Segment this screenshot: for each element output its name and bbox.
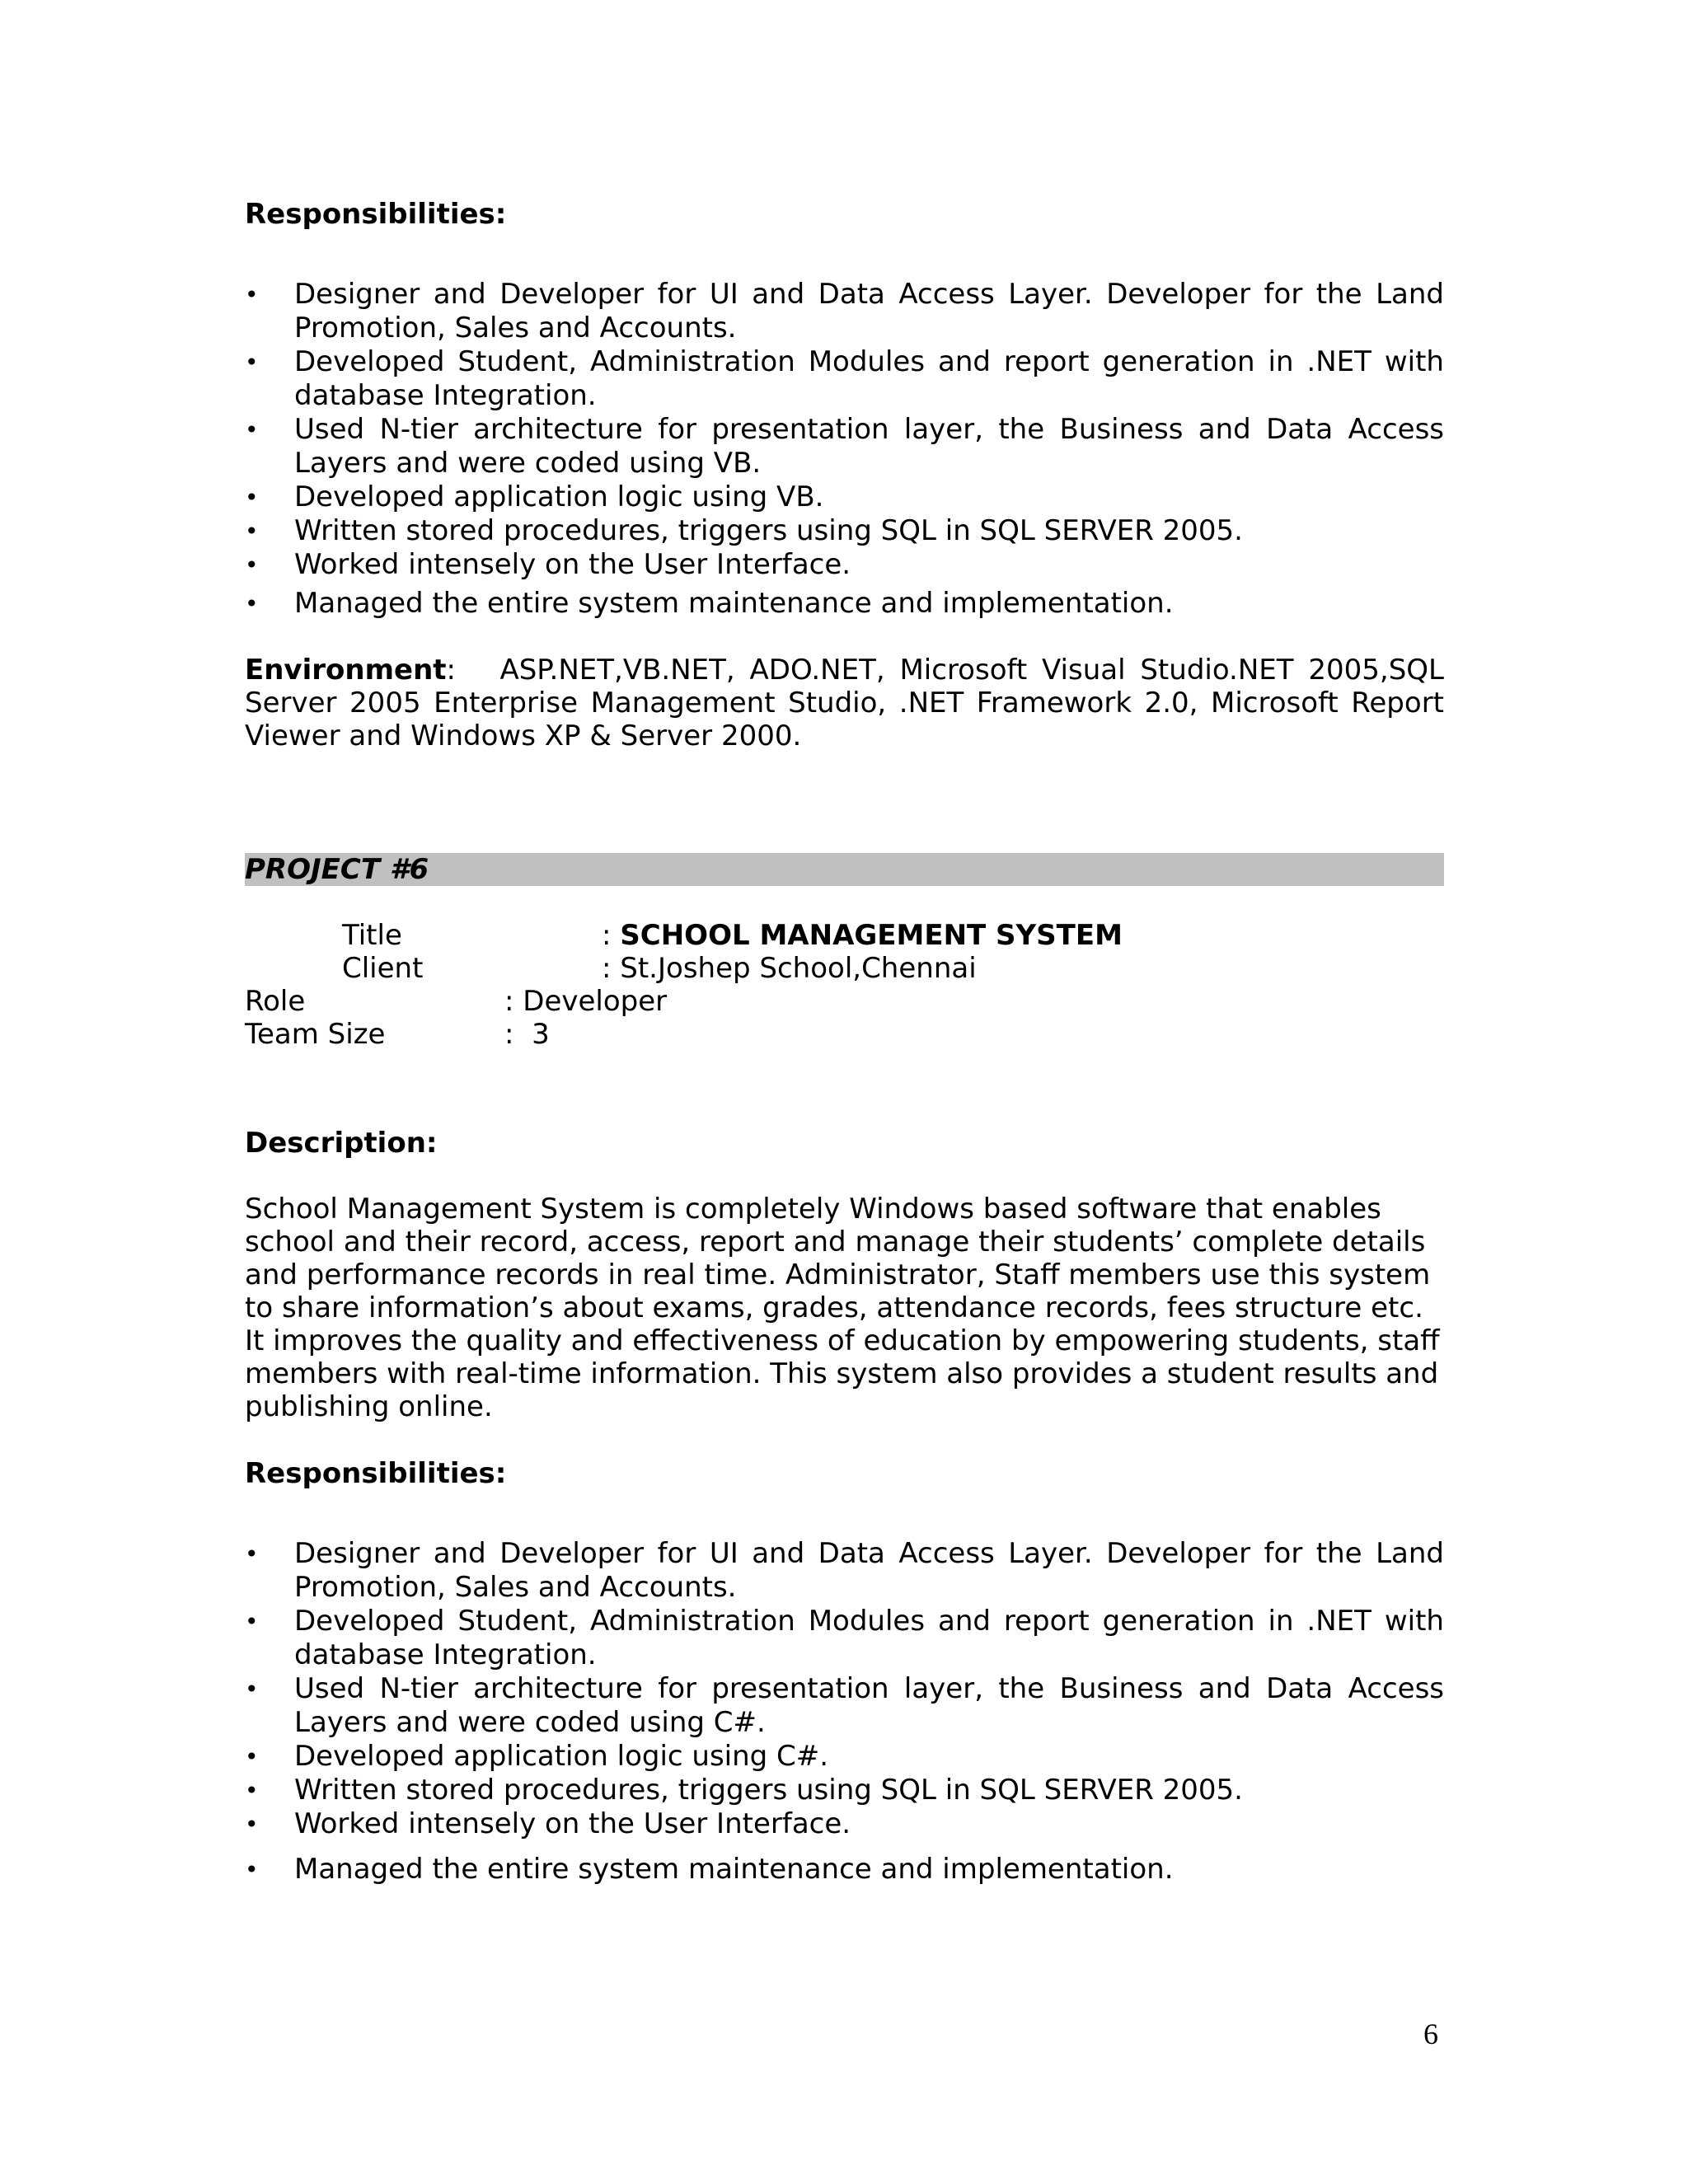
list-item: • Written stored procedures, triggers using SQL in SQL SERVER 2005. bbox=[245, 1774, 1444, 1807]
title-label: Title bbox=[342, 919, 402, 952]
description-heading: Description: bbox=[245, 1127, 438, 1160]
client-value: St.Joshep School,Chennai bbox=[620, 952, 977, 985]
list-item: • Written stored procedures, triggers using SQL in SQL SERVER 2005. bbox=[245, 514, 1444, 548]
list-item: • Developed Student, Administration Modules and report generation in .NET with database Integration. bbox=[245, 1605, 1444, 1672]
list-item: • Developed Student, Administration Modules and report generation in .NET with database Integration. bbox=[245, 345, 1444, 413]
team-size-value-row: : 3 bbox=[504, 1018, 550, 1051]
role-value-row: : Developer bbox=[504, 985, 668, 1018]
list-item: • Managed the entire system maintenance and implementation. bbox=[245, 1853, 1444, 1886]
description-paragraph: School Management System is completely Windows based software that enables school and their record, access, report and manage their students’ complete details and performance records in real time. Administrator, Staff members use this system to share information’s about exams, grades, attendance records, fees structure etc. It improves the quality and effectiveness of education by empowering students, staff members with real-time information. This system also provides a student results and publishing online. bbox=[245, 1193, 1440, 1423]
responsibilities-list bbox=[245, 278, 1444, 621]
list-item: • Developed application logic using C#. bbox=[245, 1740, 1444, 1774]
title-value: SCHOOL MANAGEMENT SYSTEM bbox=[620, 919, 1123, 952]
team-size-value: 3 bbox=[532, 1018, 550, 1051]
list-item: • Designer and Developer for UI and Data Access Layer. Developer for the Land Promotion, Sales and Accounts. bbox=[245, 278, 1444, 345]
role-value: Developer bbox=[523, 985, 668, 1018]
environment-paragraph: Environment: ASP.NET,VB.NET, ADO.NET, Microsoft Visual Studio.NET 2005,SQL Server 2005 Enterprise Management Studio, .NET Framework 2.0, Microsoft Report Viewer and Windows XP & Server 2000. bbox=[245, 654, 1444, 752]
title-value-row: : SCHOOL MANAGEMENT SYSTEM bbox=[602, 919, 1123, 952]
team-size-label: Team Size bbox=[245, 1018, 386, 1051]
list-item: • Used N-tier architecture for presentation layer, the Business and Data Access Layers and were coded using C#. bbox=[245, 1672, 1444, 1740]
page-number: 6 bbox=[1423, 2018, 1438, 2050]
environment-label: Environment bbox=[245, 654, 447, 687]
project-banner-label: PROJECT #6 bbox=[245, 853, 429, 886]
list-item: • Managed the entire system maintenance and implementation. bbox=[245, 587, 1444, 621]
project-responsibilities-list bbox=[245, 1537, 1444, 1886]
list-item: • Developed application logic using VB. bbox=[245, 480, 1444, 514]
client-label: Client bbox=[342, 952, 424, 985]
client-value-row: : St.Joshep School,Chennai bbox=[602, 952, 977, 985]
list-item: • Worked intensely on the User Interface. bbox=[245, 548, 1444, 582]
role-label: Role bbox=[245, 985, 306, 1018]
project-banner bbox=[245, 853, 1444, 886]
list-item: • Used N-tier architecture for presentation layer, the Business and Data Access Layers and were coded using VB. bbox=[245, 413, 1444, 480]
environment-text: ASP.NET,VB.NET, ADO.NET, Microsoft Visual Studio.NET 2005,SQL Server 2005 Enterprise Management Studio, .NET Framework 2.0, Microsoft Report Viewer and Windows XP & Server 2000. bbox=[245, 654, 1444, 752]
responsibilities-heading: Responsibilities: bbox=[245, 198, 507, 231]
list-item: • Designer and Developer for UI and Data Access Layer. Developer for the Land Promotion, Sales and Accounts. bbox=[245, 1537, 1444, 1605]
list-item: • Worked intensely on the User Interface. bbox=[245, 1807, 1444, 1841]
project-responsibilities-heading: Responsibilities: bbox=[245, 1457, 507, 1490]
